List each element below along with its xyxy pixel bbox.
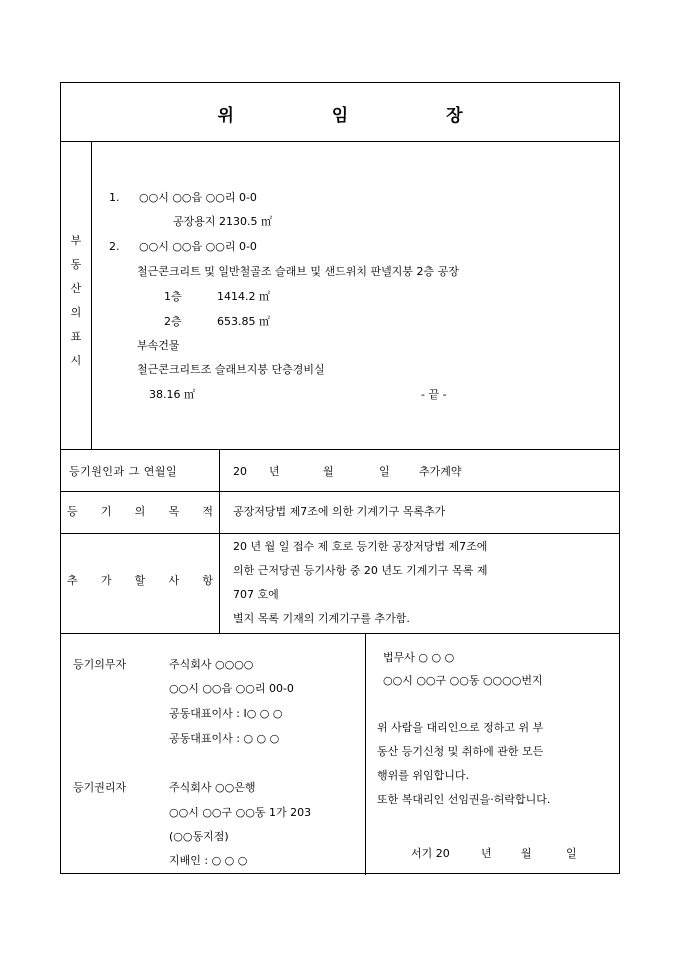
cause-reason: 추가계약 bbox=[419, 465, 462, 478]
item1-address: ○○시 ○○읍 ○○리 0-0 bbox=[139, 191, 257, 204]
cause-month-unit: 월 bbox=[323, 465, 334, 478]
divider bbox=[61, 633, 619, 634]
power-of-attorney-document bbox=[60, 82, 620, 874]
cause-label: 등기원인과 그 연월일 bbox=[69, 465, 178, 478]
end-mark: - 끝 - bbox=[421, 388, 447, 401]
additional-line: 의한 근저당권 등기사항 중 20 년도 기계기구 목록 제 bbox=[233, 564, 488, 577]
date-year-unit: 년 bbox=[481, 847, 492, 860]
floor2-label: 2층 bbox=[164, 315, 182, 328]
cause-year: 20 bbox=[233, 465, 247, 478]
divider bbox=[365, 633, 366, 875]
holder-branch: (○○동지점) bbox=[169, 830, 229, 843]
purpose-label: 등 기 의 목 적 bbox=[67, 505, 213, 518]
item2-address: ○○시 ○○읍 ○○리 0-0 bbox=[139, 240, 257, 253]
cause-day-unit: 일 bbox=[379, 465, 390, 478]
obligor-address: ○○시 ○○읍 ○○리 00-0 bbox=[169, 682, 294, 695]
delegation-text bbox=[377, 716, 550, 812]
annex-structure: 철근콘크리트조 슬래브지붕 단층경비실 bbox=[137, 363, 325, 376]
item2-structure: 철근콘크리트 및 일반철골조 슬래브 및 샌드위치 판넬지붕 2층 공장 bbox=[137, 265, 459, 278]
holder-label: 등기권리자 bbox=[73, 781, 127, 794]
divider bbox=[61, 533, 619, 534]
holder-company: 주식회사 ○○은행 bbox=[169, 781, 256, 794]
agent-name: 법무사 ○ ○ ○ bbox=[383, 651, 455, 664]
additional-label: 추 가 할 사 항 bbox=[67, 574, 213, 587]
obligor-rep2: 공동대표이사 : ○ ○ ○ bbox=[169, 732, 280, 745]
divider bbox=[61, 491, 619, 492]
delegation-line: 또한 복대리인 선임권을·허락합니다. bbox=[377, 793, 551, 806]
document-title: 위 임 장 bbox=[217, 106, 509, 126]
delegation-line: 동산 등기신청 및 취하에 관한 모든 bbox=[377, 745, 544, 758]
item1-number: 1. bbox=[109, 191, 120, 204]
item1-detail: 공장용지 2130.5 ㎡ bbox=[173, 215, 272, 228]
divider bbox=[61, 141, 619, 142]
date-year: 서기 20 bbox=[411, 847, 450, 860]
divider bbox=[219, 449, 220, 633]
delegation-line: 행위를 위임합니다. bbox=[377, 769, 470, 782]
holder-address: ○○시 ○○구 ○○동 1가 203 bbox=[169, 806, 312, 819]
date-day-unit: 일 bbox=[566, 847, 577, 860]
cause-year-unit: 년 bbox=[269, 465, 280, 478]
additional-line: 별지 목록 기재의 기계기구를 추가함. bbox=[233, 612, 410, 625]
floor1-label: 1층 bbox=[164, 290, 182, 303]
annex-label: 부속건물 bbox=[137, 339, 180, 352]
property-side-label: 부 동 산 의 표 시 bbox=[70, 234, 82, 367]
obligor-label: 등기의무자 bbox=[73, 658, 127, 671]
date-month-unit: 월 bbox=[521, 847, 532, 860]
obligor-company: 주식회사 ○○○○ bbox=[169, 658, 254, 671]
agent-address: ○○시 ○○구 ○○동 ○○○○번지 bbox=[383, 674, 543, 687]
floor1-area: 1414.2 ㎡ bbox=[217, 290, 270, 303]
purpose-value: 공장저당법 제7조에 의한 기계기구 목록추가 bbox=[233, 505, 446, 518]
item2-number: 2. bbox=[109, 240, 120, 253]
divider bbox=[91, 141, 92, 449]
additional-line: 20 년 월 일 접수 제 호로 등기한 공장저당법 제7조에 bbox=[233, 540, 488, 553]
annex-area: 38.16 ㎡ bbox=[149, 388, 195, 401]
floor2-area: 653.85 ㎡ bbox=[217, 315, 270, 328]
obligor-rep1: 공동대표이사 : I○ ○ ○ bbox=[169, 707, 283, 720]
divider bbox=[61, 449, 619, 450]
delegation-line: 위 사람을 대리인으로 정하고 위 부 bbox=[377, 721, 544, 734]
holder-manager: 지배인 : ○ ○ ○ bbox=[169, 854, 248, 867]
additional-text bbox=[233, 535, 488, 631]
additional-line: 707 호에 bbox=[233, 588, 279, 601]
